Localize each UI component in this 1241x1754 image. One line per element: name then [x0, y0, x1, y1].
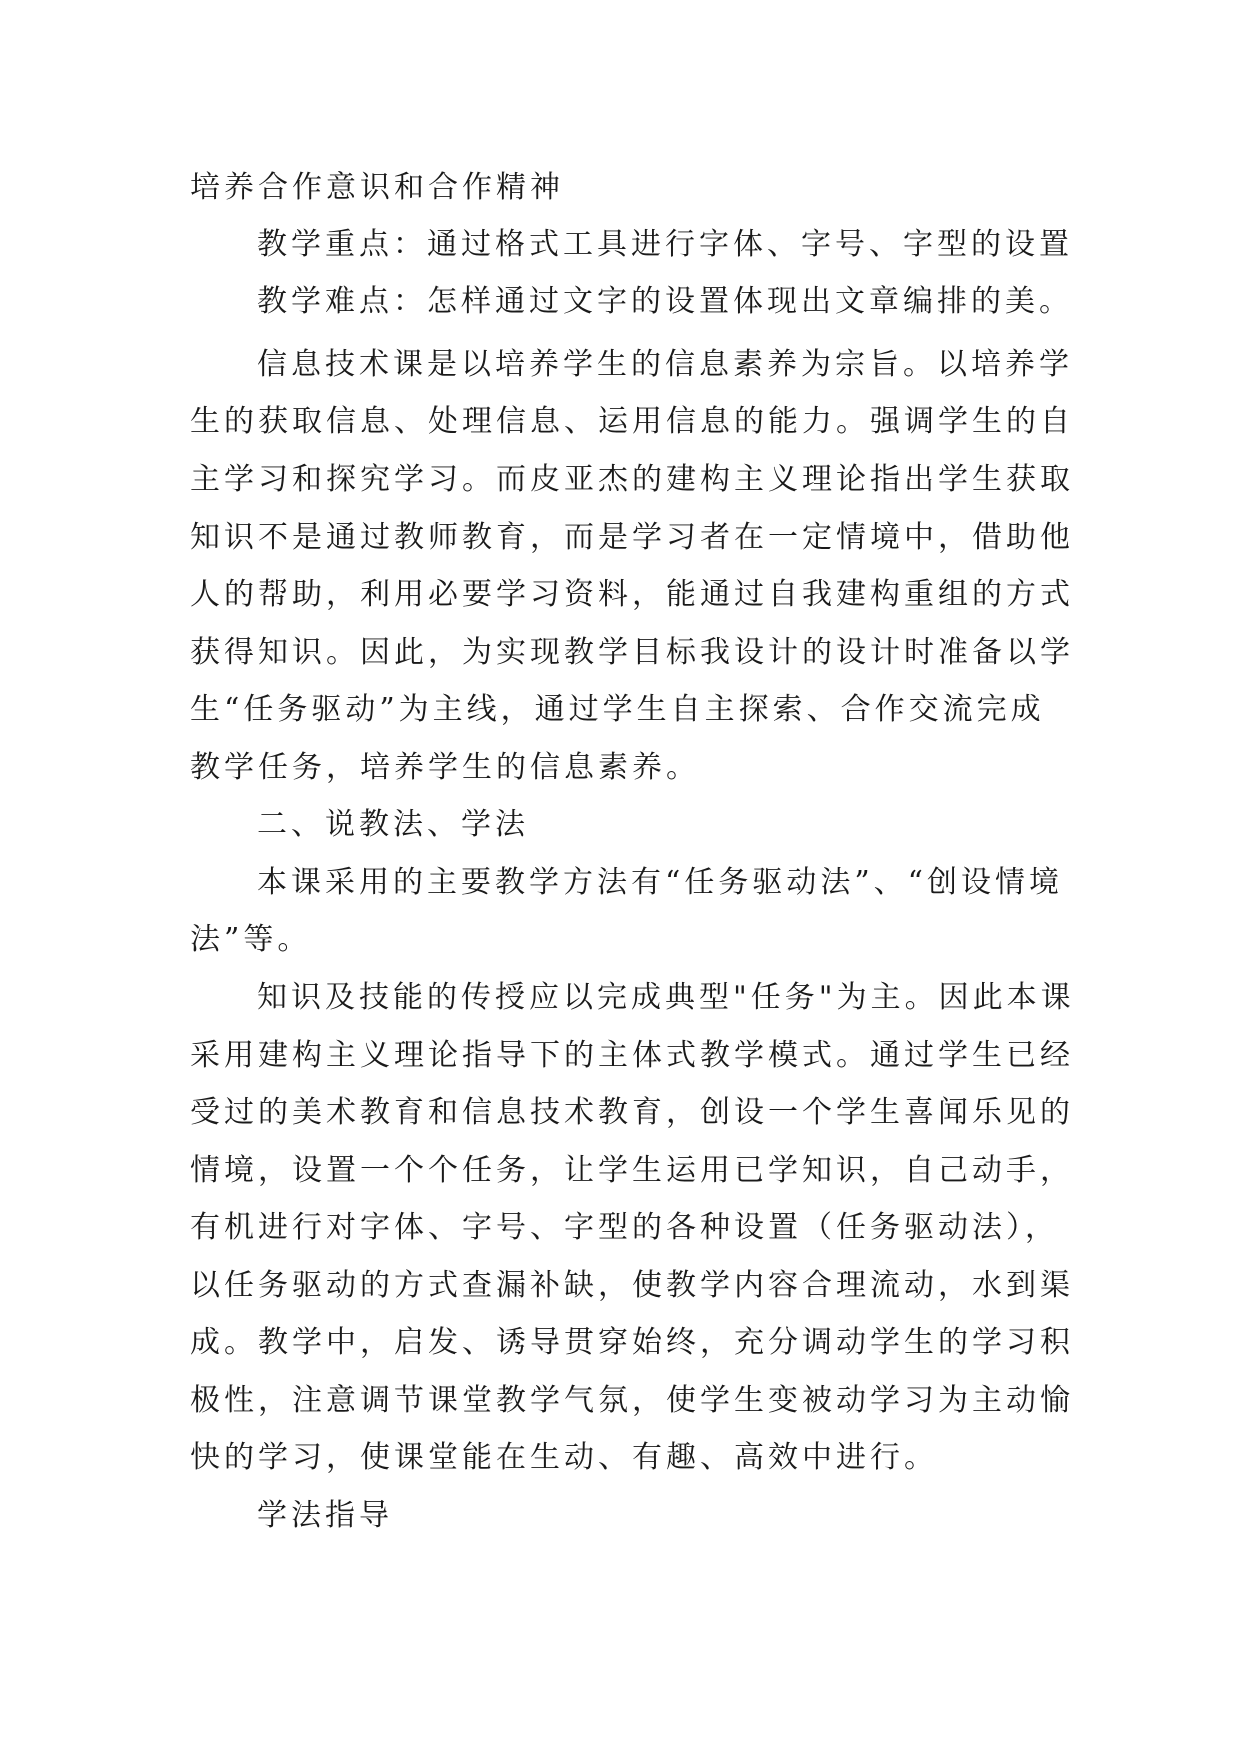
text-line: 培养合作意识和合作精神 [190, 170, 564, 205]
text-line: 主学习和探究学习。而皮亚杰的建构主义理论指出学生获取 [190, 462, 1074, 497]
text-line: 法”等。 [190, 922, 312, 957]
text-line: 生“任务驱动”为主线，通过学生自主探索、合作交流完成 [190, 692, 1045, 727]
text-line: 以任务驱动的方式查漏补缺，使教学内容合理流动，水到渠 [190, 1268, 1074, 1303]
text-line: 知识不是通过教师教育，而是学习者在一定情境中，借助他 [190, 520, 1074, 555]
text-line: 人的帮助，利用必要学习资料，能通过自我建构重组的方式 [190, 577, 1074, 612]
text-line: 采用建构主义理论指导下的主体式教学模式。通过学生已经 [190, 1038, 1074, 1073]
text-line: 生的获取信息、处理信息、运用信息的能力。强调学生的自 [190, 404, 1074, 439]
text-line: 教学难点：怎样通过文字的设置体现出文章编排的美。 [257, 284, 1073, 319]
text-line: 极性，注意调节课堂教学气氛，使学生变被动学习为主动愉 [190, 1383, 1074, 1418]
text-line: 信息技术课是以培养学生的信息素养为宗旨。以培养学 [257, 347, 1073, 382]
text-line: 成。教学中，启发、诱导贯穿始终，充分调动学生的学习积 [190, 1325, 1074, 1360]
text-line: 情境，设置一个个任务，让学生运用已学知识，自己动手， [190, 1153, 1074, 1188]
section-heading: 学法指导 [257, 1498, 393, 1533]
text-line: 获得知识。因此，为实现教学目标我设计的设计时准备以学 [190, 635, 1074, 670]
text-line: 有机进行对字体、字号、字型的各种设置（任务驱动法）， [190, 1210, 1059, 1245]
section-heading: 二、说教法、学法 [257, 807, 529, 842]
text-line: 本课采用的主要教学方法有“任务驱动法”、“创设情境 [257, 865, 1064, 900]
text-line: 快的学习，使课堂能在生动、有趣、高效中进行。 [190, 1440, 938, 1475]
text-line: 教学重点：通过格式工具进行字体、字号、字型的设置 [257, 227, 1073, 262]
text-line: 受过的美术教育和信息技术教育，创设一个学生喜闻乐见的 [190, 1095, 1074, 1130]
text-line: 知识及技能的传授应以完成典型"任务"为主。因此本课 [257, 980, 1075, 1015]
text-line: 教学任务，培养学生的信息素养。 [190, 750, 700, 785]
